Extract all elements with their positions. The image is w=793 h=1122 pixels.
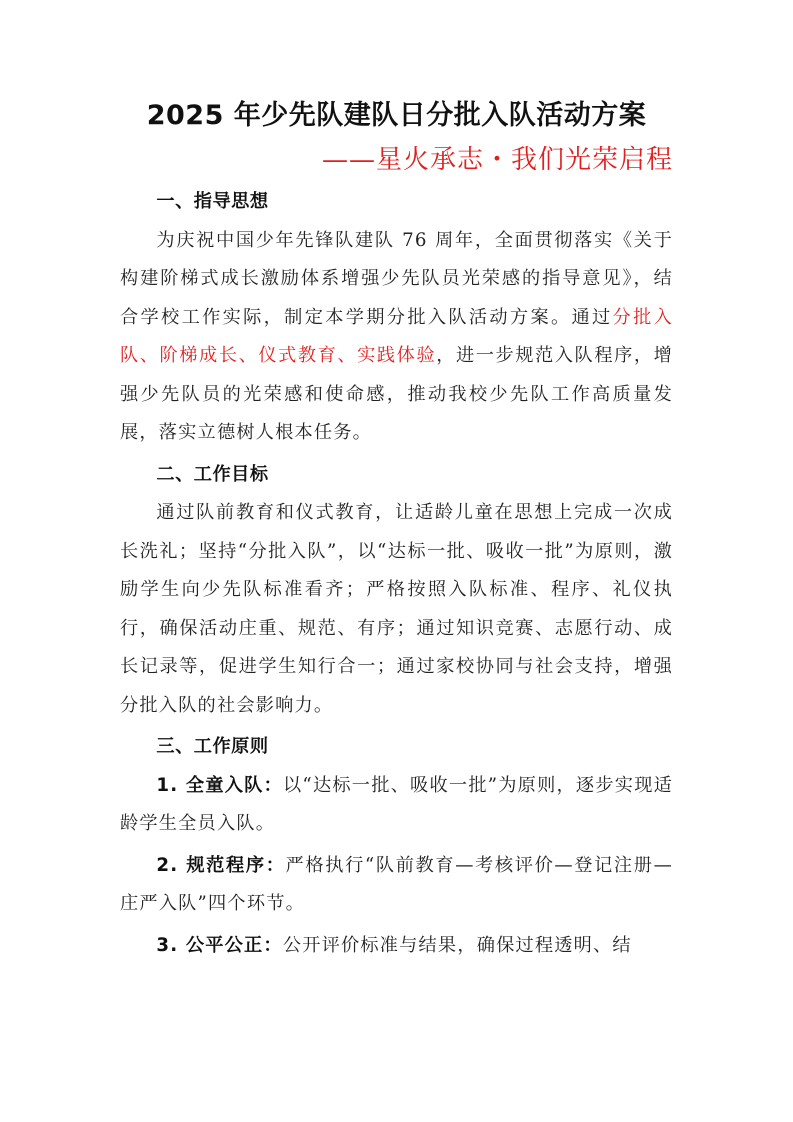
text-run: 为庆祝中国少年先锋队建队 76 周年，全面贯彻落实《关于构建阶梯式成长激励体系增强少先队员光荣感的指导意见》，结合学校工作实际，制定本学期分批入队活动方案。通过 [120, 229, 673, 328]
section-heading-work-principles: 三、工作原则 [156, 736, 269, 757]
paragraph-work-goals: 通过队前教育和仪式教育，让适龄儿童在思想上完成一次成长洗礼；坚持“分批入队”，以“达标一批、吸收一批”为原则，激励学生向少先队标准看齐；严格按照入队标准、程序、礼仪执行，确保活动庄重、规范、有序；通过知识竞赛、志愿行动、成长记录等，促进学生知行合一；通过家校协同与社会支持，增强分批入队的社会影响力。 [120, 502, 673, 716]
principle-label: 2. 规范程序： [156, 854, 286, 876]
principle-item [120, 927, 673, 966]
principle-label: 1. 全童入队： [156, 774, 284, 796]
document-title: 2025 年少先队建队日分批入队活动方案 [146, 100, 647, 131]
paragraph-guiding-ideology [120, 222, 673, 453]
document-body [120, 183, 673, 965]
principle-item [120, 767, 673, 844]
principle-text: 公开评价标准与结果，确保过程透明、结 [282, 934, 632, 956]
text-run: ，进一步规范入队程序，增强少先队员的光荣感和使命感，推动我校少先队工作高质量发展，落实立德树人根本任务。 [120, 345, 674, 443]
principle-text: 严格执行“队前教育—考核评价—登记注册—庄严入队”四个环节。 [120, 854, 673, 914]
principle-item [120, 847, 673, 924]
principle-label: 3. 公平公正： [156, 934, 283, 956]
principle-text: 以“达标一批、吸收一批”为原则，逐步实现适龄学生全员入队。 [120, 774, 673, 834]
highlighted-keywords: 分批入队、阶梯成长、仪式教育、实践体验 [120, 306, 673, 366]
section-heading-guiding-ideology: 一、指导思想 [156, 191, 269, 212]
section-heading-work-goals: 二、工作目标 [156, 463, 269, 485]
document-subtitle: ——星火承志・我们光荣启程 [321, 145, 673, 175]
